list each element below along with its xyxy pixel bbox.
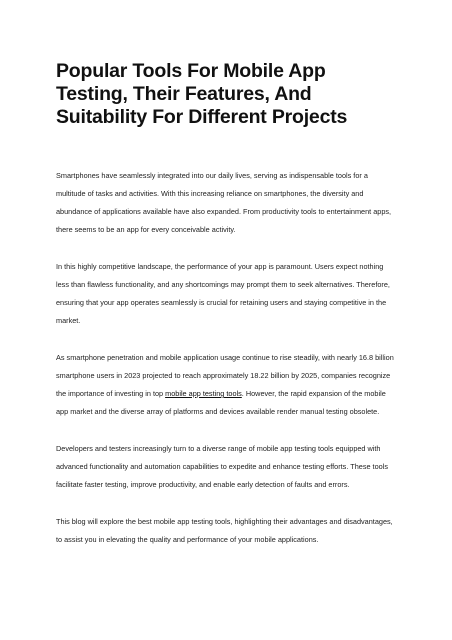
paragraph-text-after-link: . However, the rapid expansion of the mobile app market and the diverse array of platforms and devices available render manual testing obsolete. [56, 389, 386, 416]
paragraph-competition: In this highly competitive landscape, the performance of your app is paramount. Users expect nothing less than flawless functionality, and any shortcomings may prompt them to seek alternatives. Therefore, ensuring that your app operates seamlessly is crucial for retaining users and staying competitive in the market. [56, 262, 390, 325]
page-title: Popular Tools For Mobile App Testing, Their Features, And Suitability For Different Projects [56, 60, 348, 128]
article-body [56, 167, 396, 549]
paragraph-blog-purpose: This blog will explore the best mobile app testing tools, highlighting their advantages and disadvantages, to assist you in elevating the quality and performance of your mobile applications. [56, 517, 393, 544]
paragraph-text-before-link: As smartphone penetration and mobile application usage continue to rise steadily, with nearly 16.8 billion smartphone users in 2023 projected to reach approximately 18.22 billion by 2025, companies recognize the importance of investing in top [56, 353, 394, 398]
paragraph-intro: Smartphones have seamlessly integrated into our daily lives, serving as indispensable tools for a multitude of tasks and activities. With this increasing reliance on smartphones, the diversity and abundance of applications available have also expanded. From productivity tools to entertainment apps, there seems to be an app for every conceivable activity. [56, 171, 392, 234]
paragraph-market-growth [56, 349, 396, 421]
mobile-app-testing-tools-link[interactable]: mobile app testing tools [165, 389, 242, 398]
paragraph-testing-tools: Developers and testers increasingly turn to a diverse range of mobile app testing tools equipped with advanced functionality and automation capabilities to expedite and enhance testing efforts. These tools facilitate faster testing, improve productivity, and enable early detection of faults and errors. [56, 444, 388, 489]
